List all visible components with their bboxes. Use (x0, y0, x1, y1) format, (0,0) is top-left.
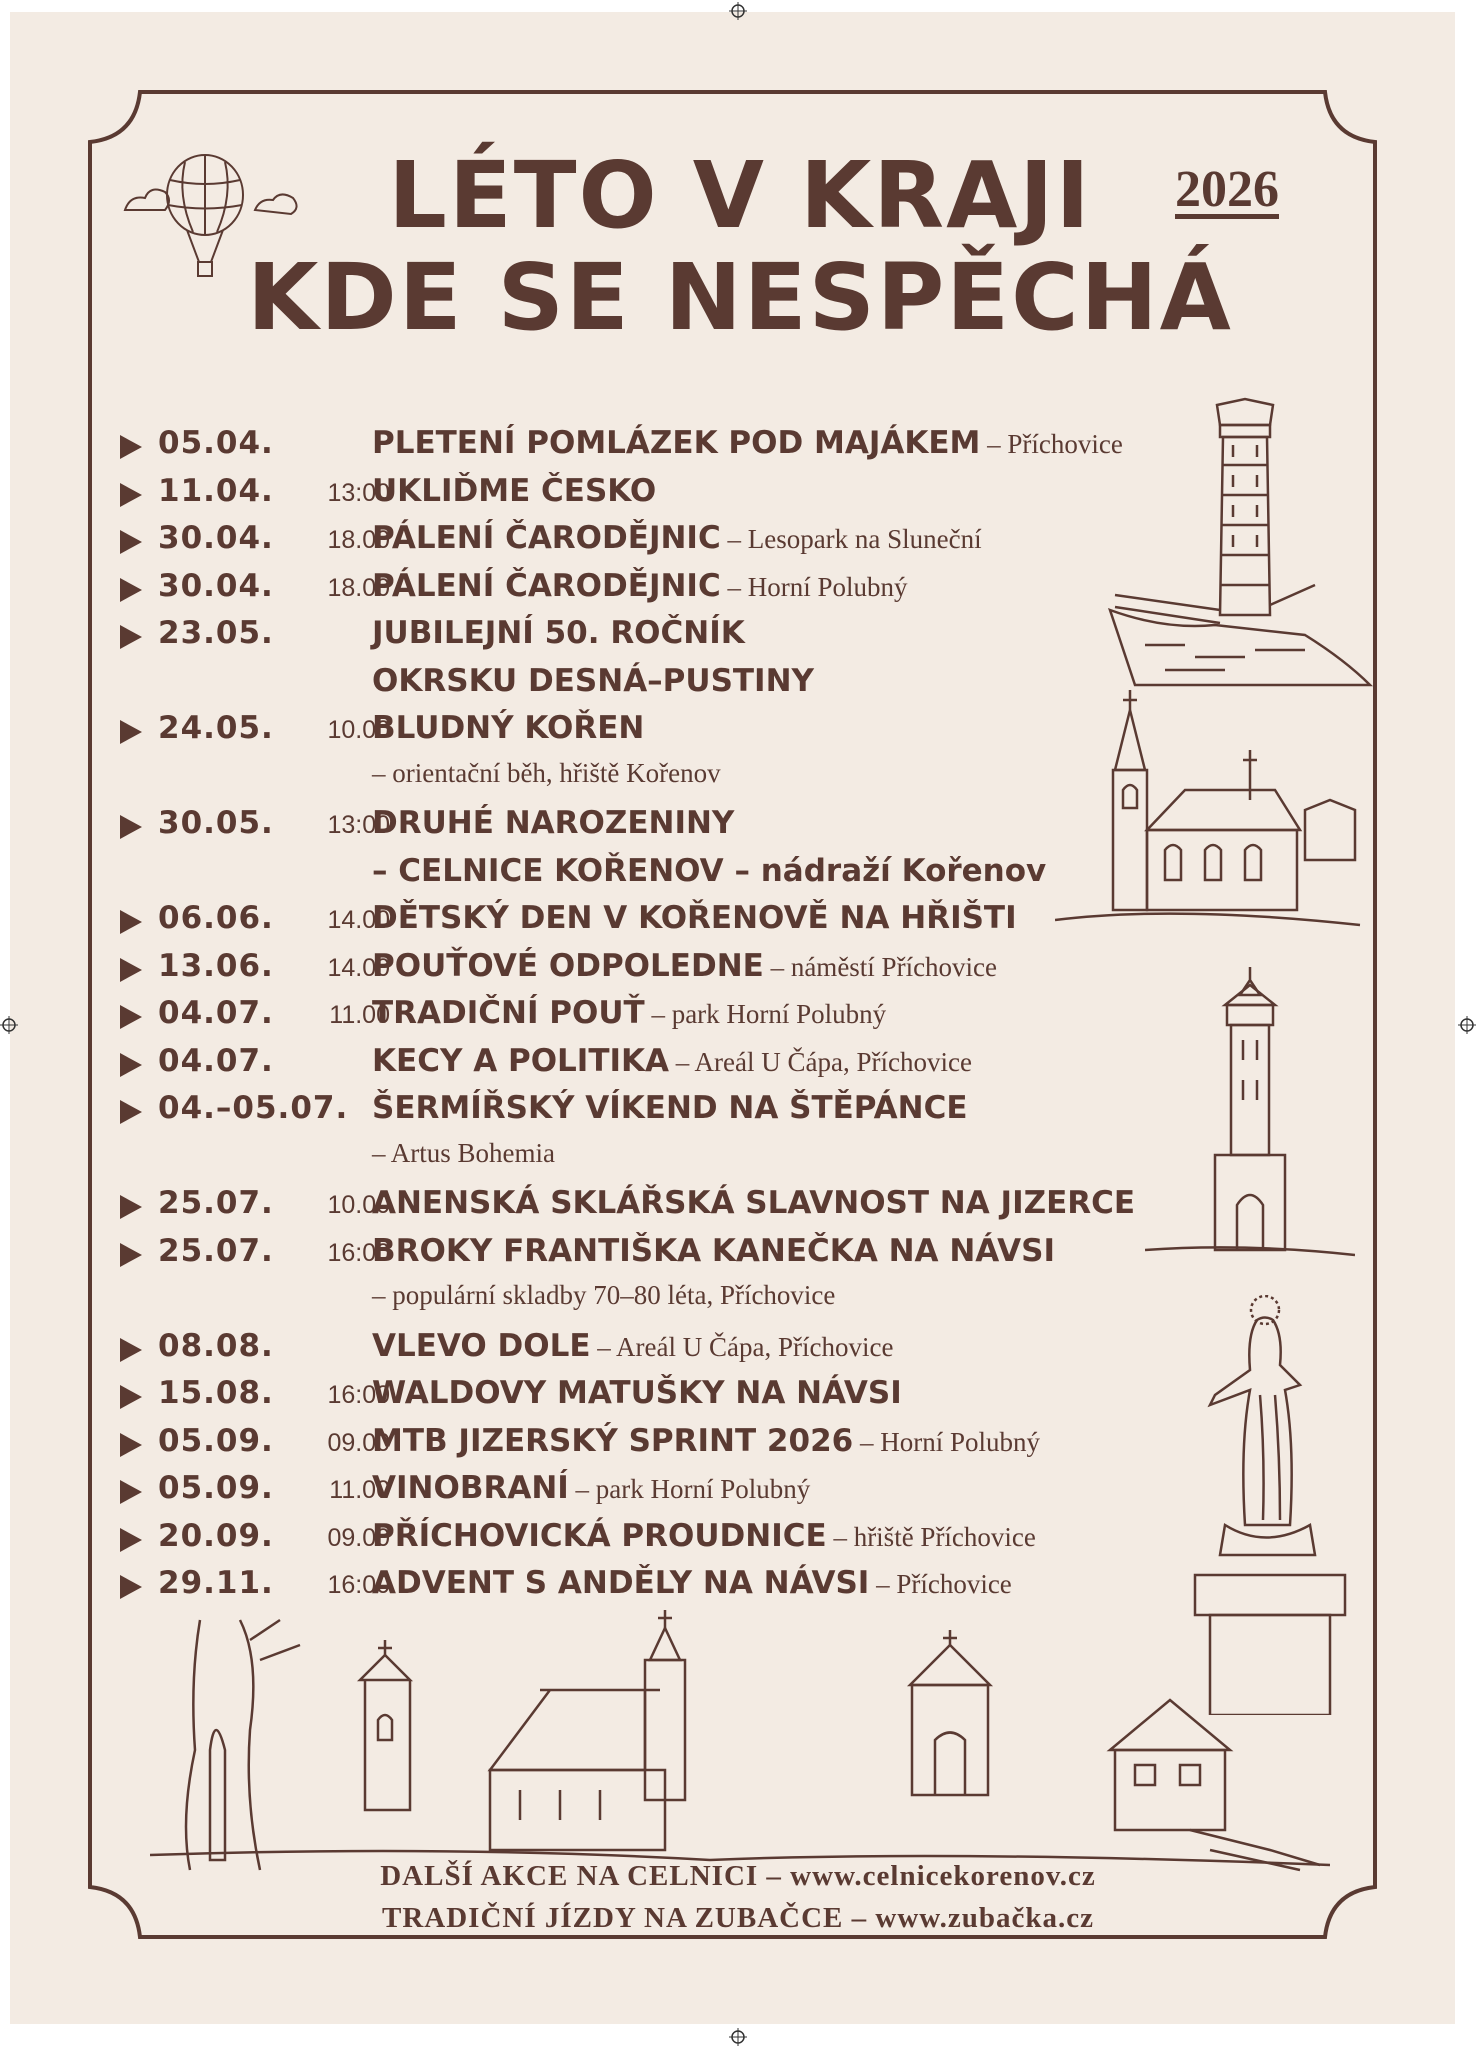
footer-line-zubacka: TRADIČNÍ JÍZDY NA ZUBAČCE – www.zubačka.cz (381, 1902, 1094, 1934)
event-date: 30.05. (158, 805, 274, 841)
event-title: DRUHÉ NAROZENINY (372, 805, 735, 841)
event-subtitle: – CELNICE KOŘENOV – nádraží Kořenov (372, 853, 1047, 889)
event-title: PLETENÍ POMLÁZEK POD MAJÁKEM (372, 425, 981, 461)
event-location: – hřiště Příchovice (826, 1522, 1036, 1552)
event-time: 09.00 (327, 1429, 390, 1457)
event-name (372, 1518, 1036, 1554)
event-title: ŠERMÍŘSKÝ VÍKEND NA ŠTĚPÁNCE (372, 1090, 968, 1126)
event-name (372, 710, 644, 746)
event-date: 29.11. (158, 1565, 274, 1601)
event-date: 25.07. (158, 1185, 274, 1221)
event-date: 30.04. (158, 568, 274, 604)
poster-title-line2: KDE SE NESPĚCHÁ (247, 244, 1233, 351)
event-location: – Horní Polubný (853, 1427, 1040, 1457)
event-time: 18.00 (327, 574, 390, 602)
event-date: 24.05. (158, 710, 274, 746)
bullet-triangle-icon (120, 578, 142, 602)
event-title: MTB JIZERSKÝ SPRINT 2026 (372, 1423, 854, 1459)
event-subtitle: OKRSKU DESNÁ–PUSTINY (372, 663, 814, 699)
bullet-triangle-icon (120, 720, 142, 744)
lookout-tower-icon (1105, 395, 1375, 695)
event-location: – Areál U Čápa, Příchovice (669, 1047, 972, 1077)
event-name (372, 995, 886, 1031)
event-subtitle: – Artus Bohemia (372, 1138, 555, 1168)
bullet-triangle-icon (120, 1575, 142, 1599)
event-title: PÁLENÍ ČARODĚJNIC (372, 520, 721, 556)
event-name (372, 425, 1123, 461)
bullet-triangle-icon (120, 483, 142, 507)
event-time: 18.00 (327, 526, 390, 554)
event-name (372, 900, 1017, 936)
event-title: BROKY FRANTIŠKA KANEČKA NA NÁVSI (372, 1233, 1056, 1269)
event-location: – Horní Polubný (720, 572, 908, 602)
event-location: – Příchovice (869, 1569, 1012, 1599)
event-title: ANENSKÁ SKLÁŘSKÁ SLAVNOST NA JIZERCE (372, 1185, 1136, 1221)
event-time: 16:00 (327, 1239, 390, 1267)
event-date: 04.–05.07. (158, 1090, 349, 1126)
church-icon (1055, 690, 1365, 930)
registration-mark-icon (729, 2028, 747, 2046)
event-date: 20.09. (158, 1518, 274, 1554)
event-time: 10.00 (327, 1191, 390, 1219)
event-date: 11.04. (158, 473, 274, 509)
event-title: VINOBRANÍ (372, 1470, 569, 1506)
event-date: 05.09. (158, 1470, 274, 1506)
bullet-triangle-icon (120, 625, 142, 649)
poster-year: 2026 (1175, 161, 1279, 218)
stone-tower-icon (1145, 965, 1355, 1265)
event-date: 23.05. (158, 615, 274, 651)
event-date: 04.07. (158, 995, 274, 1031)
bullet-triangle-icon (120, 1005, 142, 1029)
event-name (372, 948, 997, 984)
event-subtitle: – populární skladby 70–80 léta, Příchovice (372, 1280, 836, 1310)
event-date: 05.09. (158, 1423, 274, 1459)
event-time: 16:00 (327, 1381, 390, 1409)
event-time: 11.00 (329, 1476, 390, 1504)
bullet-triangle-icon (120, 530, 142, 554)
registration-mark-icon (0, 1016, 18, 1034)
event-time: 13:00 (327, 811, 390, 839)
event-name (372, 1328, 893, 1364)
event-date: 13.06. (158, 948, 274, 984)
event-title: TRADIČNÍ POUŤ (372, 995, 645, 1031)
bullet-triangle-icon (120, 815, 142, 839)
event-name (372, 1470, 810, 1506)
event-date: 15.08. (158, 1375, 274, 1411)
event-date: 08.08. (158, 1328, 274, 1364)
footer-line-celnice: DALŠÍ AKCE NA CELNICI – www.celnicekorenov.cz (380, 1860, 1096, 1892)
bullet-triangle-icon (120, 435, 142, 459)
event-name (372, 1185, 1135, 1221)
event-location: – Lesopark na Sluneční (720, 524, 982, 554)
bullet-triangle-icon (120, 1433, 142, 1457)
bullet-triangle-icon (120, 1528, 142, 1552)
event-name (372, 473, 656, 509)
event-title: JUBILEJNÍ 50. ROČNÍK (372, 615, 745, 651)
event-date: 30.04. (158, 520, 274, 556)
event-name (372, 520, 982, 556)
event-subtitle: – orientační běh, hřiště Kořenov (372, 758, 721, 788)
bullet-triangle-icon (120, 1480, 142, 1504)
event-time: 10.00 (327, 716, 390, 744)
event-name (372, 568, 907, 604)
event-title: UKLIĎME ČESKO (372, 473, 657, 509)
event-title: ADVENT S ANDĚLY NA NÁVSI (372, 1565, 870, 1601)
bullet-triangle-icon (120, 1243, 142, 1267)
event-name (372, 1423, 1040, 1459)
event-name (372, 1090, 968, 1126)
event-date: 25.07. (158, 1233, 274, 1269)
event-name (372, 805, 734, 841)
event-title: KECY A POLITIKA (372, 1043, 670, 1079)
registration-mark-icon (729, 2, 747, 20)
event-location: – park Horní Polubný (568, 1474, 811, 1504)
event-name (372, 1043, 972, 1079)
event-title: WALDOVY MATUŠKY NA NÁVSI (372, 1375, 902, 1411)
bullet-triangle-icon (120, 1053, 142, 1077)
event-time: 09.00 (327, 1524, 390, 1552)
event-name (372, 1565, 1012, 1601)
event-date: 06.06. (158, 900, 274, 936)
event-location: – Areál U Čápa, Příchovice (590, 1332, 894, 1362)
event-name (372, 1233, 1055, 1269)
poster-title-line1: LÉTO V KRAJI (388, 142, 1092, 249)
event-date: 05.04. (158, 425, 274, 461)
event-time: 16:00 (327, 1571, 390, 1599)
event-title: BLUDNÝ KOŘEN (372, 710, 645, 746)
event-time: 14.00 (327, 954, 390, 982)
bullet-triangle-icon (120, 1385, 142, 1409)
event-title: POUŤOVÉ ODPOLEDNE (372, 948, 764, 984)
event-name (372, 615, 745, 651)
bullet-triangle-icon (120, 1195, 142, 1219)
event-location: – náměstí Příchovice (763, 952, 998, 982)
event-date: 04.07. (158, 1043, 274, 1079)
event-time: 11.00 (329, 1001, 390, 1029)
bullet-triangle-icon (120, 1100, 142, 1124)
event-time: 13:00 (327, 479, 390, 507)
event-location: – park Horní Polubný (644, 999, 887, 1029)
event-title: PÁLENÍ ČARODĚJNIC (372, 568, 721, 604)
registration-mark-icon (1458, 1016, 1476, 1034)
bullet-triangle-icon (120, 910, 142, 934)
village-skyline-icon (150, 1600, 1330, 1885)
event-title: DĚTSKÝ DEN V KOŘENOVĚ NA HŘIŠTI (372, 900, 1017, 936)
event-title: VLEVO DOLE (372, 1328, 591, 1364)
event-title: PŘÍCHOVICKÁ PROUDNICE (372, 1518, 827, 1554)
event-time: 14.00 (327, 906, 390, 934)
bullet-triangle-icon (120, 958, 142, 982)
bullet-triangle-icon (120, 1338, 142, 1362)
event-location: – Příchovice (980, 429, 1123, 459)
event-name (372, 1375, 902, 1411)
